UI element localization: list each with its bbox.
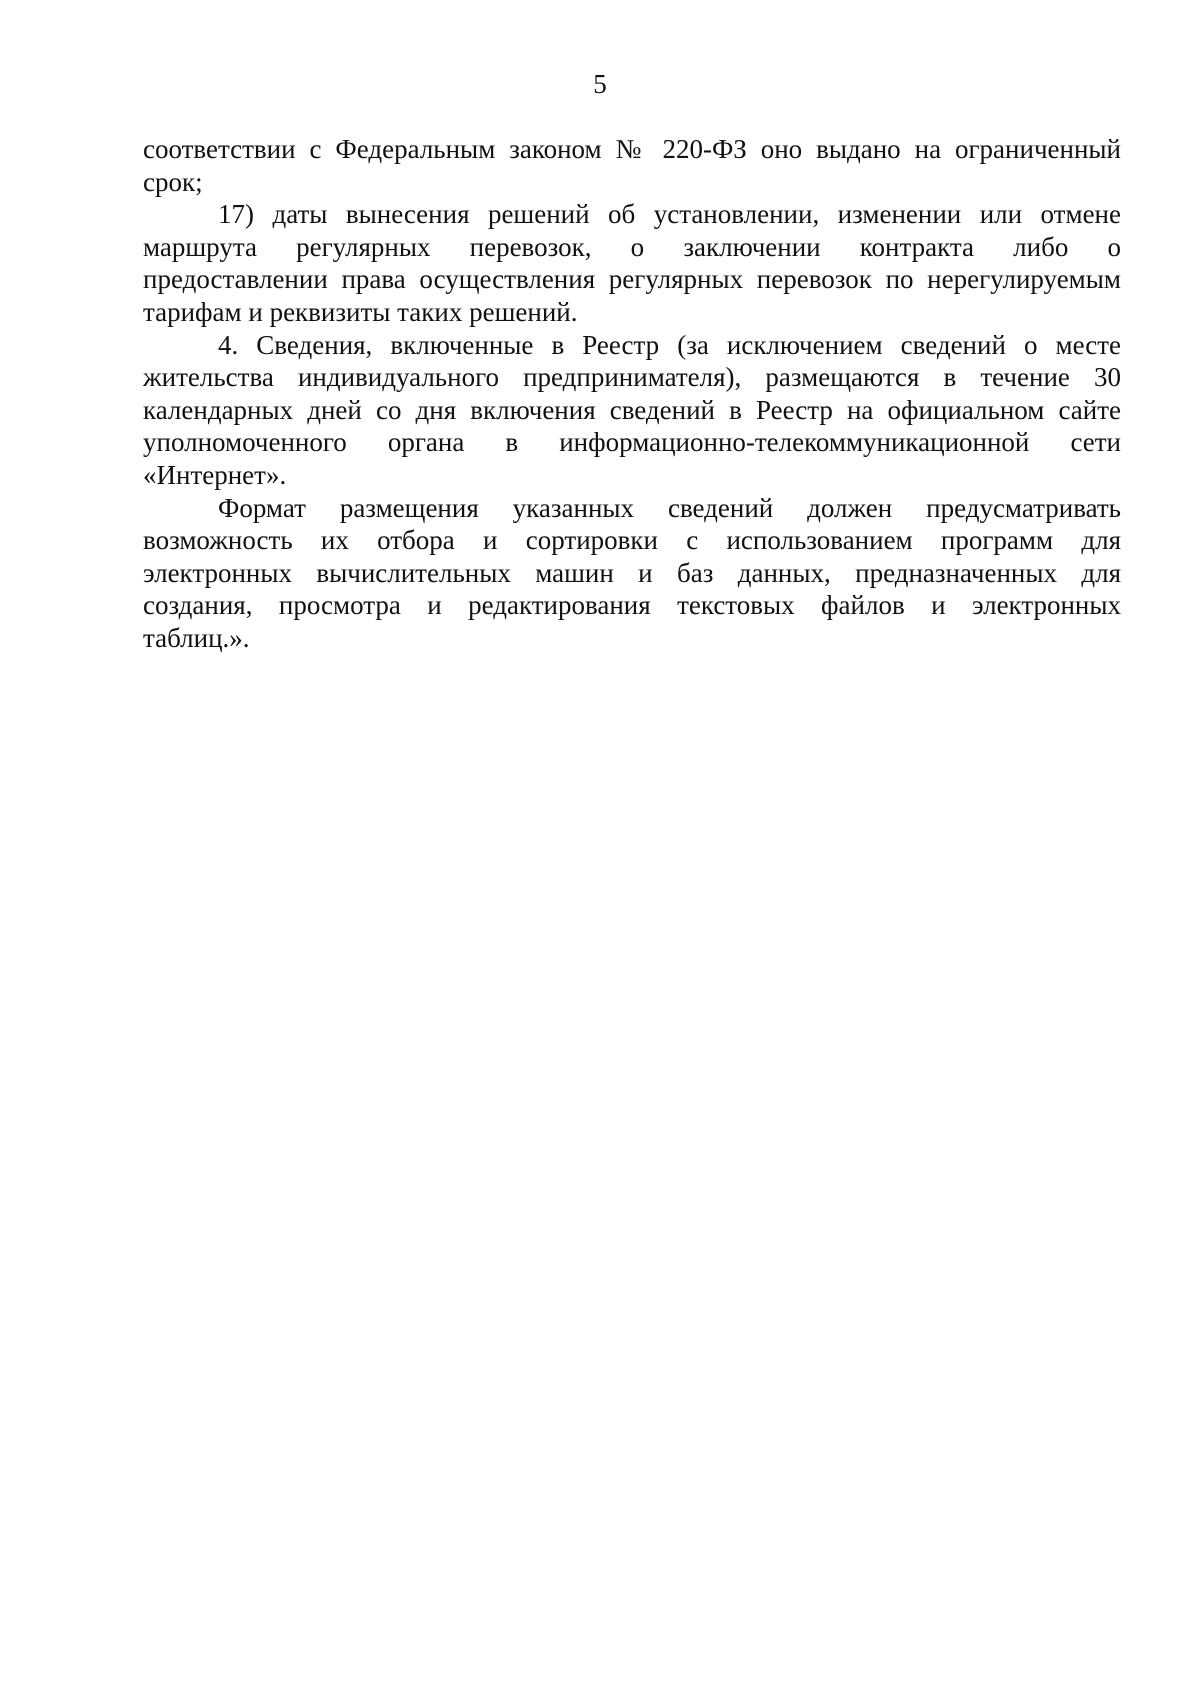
text-line: срок; bbox=[143, 166, 203, 197]
text-line: возможность их отбора и сортировки с использованием программ для bbox=[143, 525, 1121, 556]
text-line: календарных дней со дня включения сведений в Реестр на официальном сайте bbox=[143, 394, 1121, 425]
text-line: создания, просмотра и редактирования текстовых файлов и электронных bbox=[143, 590, 1121, 621]
text-line: 17) даты вынесения решений об установлении, изменении или отмене bbox=[218, 199, 1121, 230]
text-line: тарифам и реквизиты таких решений. bbox=[143, 296, 578, 327]
text-line: Формат размещения указанных сведений должен предусматривать bbox=[218, 492, 1121, 523]
text-line: предоставлении права осуществления регулярных перевозок по нерегулируемым bbox=[143, 264, 1121, 295]
text-line: 4. Сведения, включенные в Реестр (за исключением сведений о месте bbox=[218, 329, 1121, 360]
text-line: электронных вычислительных машин и баз данных, предназначенных для bbox=[143, 557, 1121, 588]
text-line: жительства индивидуального предпринимателя), размещаются в течение 30 bbox=[143, 362, 1121, 393]
paragraph-continuation bbox=[143, 133, 1121, 198]
paragraph-item-17 bbox=[143, 198, 1121, 328]
page-number: 5 bbox=[593, 69, 607, 99]
document-body bbox=[143, 133, 1121, 655]
text-line: соответствии с Федеральным законом № 220-ФЗ оно выдано на ограниченный bbox=[143, 134, 1121, 164]
text-line: уполномоченного органа в информационно-телекоммуникационной сети bbox=[143, 427, 1121, 458]
text-line: маршрута регулярных перевозок, о заключении контракта либо о bbox=[143, 231, 1121, 262]
text-line: таблиц.». bbox=[143, 622, 250, 653]
text-line: «Интернет». bbox=[143, 459, 287, 490]
paragraph-format bbox=[143, 492, 1121, 655]
paragraph-clause-4 bbox=[143, 329, 1121, 492]
